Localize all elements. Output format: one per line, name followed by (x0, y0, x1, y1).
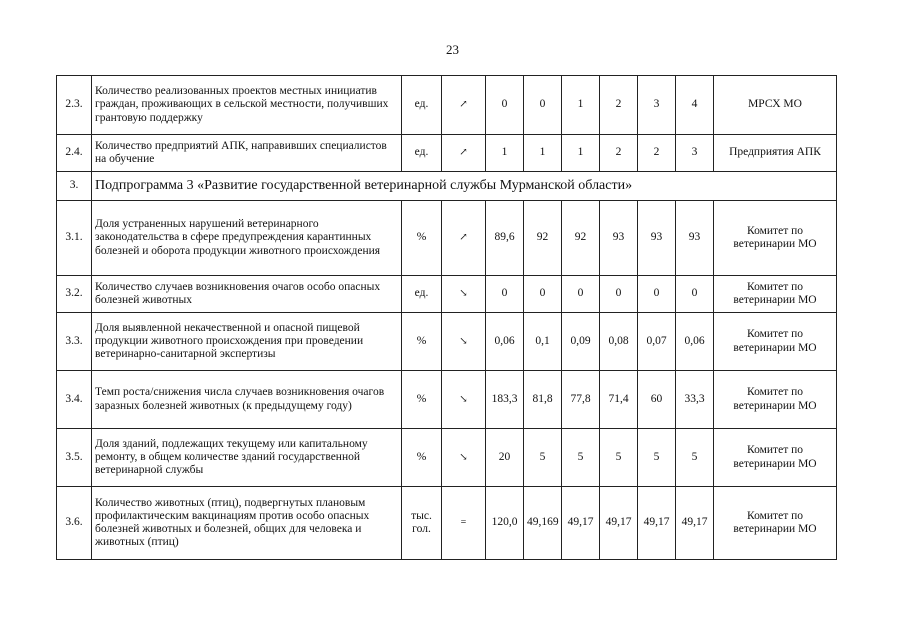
value-cell: 0 (676, 276, 714, 313)
trend-icon: ↗ (442, 135, 486, 172)
row-number: 3.4. (57, 371, 92, 429)
value-cell: 49,169 (524, 487, 562, 560)
table-row (57, 76, 837, 135)
value-cell: 0 (524, 76, 562, 135)
value-cell: 49,17 (638, 487, 676, 560)
table-row (57, 371, 837, 429)
value-cell: 0,06 (486, 313, 524, 371)
value-cell: 1 (562, 135, 600, 172)
unit: % (402, 313, 442, 371)
indicator-name: Количество предприятий АПК, направивших специалистов на обучение (92, 135, 402, 172)
value-cell: 5 (562, 429, 600, 487)
value-cell: 20 (486, 429, 524, 487)
indicator-name: Количество реализованных проектов местных инициатив граждан, проживающих в сельской местности, получивших грантовую поддержку (92, 76, 402, 135)
value-cell: 93 (676, 201, 714, 276)
unit: % (402, 201, 442, 276)
value-cell: 93 (600, 201, 638, 276)
value-cell: 0 (486, 276, 524, 313)
trend-icon: ↘ (442, 313, 486, 371)
row-number: 2.4. (57, 135, 92, 172)
value-cell: 0,07 (638, 313, 676, 371)
table-row (57, 135, 837, 172)
table-row (57, 313, 837, 371)
responsible: МРСХ МО (714, 76, 837, 135)
value-cell: 77,8 (562, 371, 600, 429)
value-cell: 120,0 (486, 487, 524, 560)
responsible: Комитет по ветеринарии МО (714, 371, 837, 429)
value-cell: 0,08 (600, 313, 638, 371)
value-cell: 1 (486, 135, 524, 172)
subprogram-row (57, 172, 837, 201)
value-cell: 89,6 (486, 201, 524, 276)
unit: ед. (402, 76, 442, 135)
indicator-name: Доля устраненных нарушений ветеринарного законодательства в сфере предупреждения карантинных болезней и оборота продукции животного происхождения (92, 201, 402, 276)
value-cell: 0 (600, 276, 638, 313)
trend-icon: = (442, 487, 486, 560)
indicator-name: Доля зданий, подлежащих текущему или капитальному ремонту, в общем количестве зданий государственной ветеринарной службы (92, 429, 402, 487)
value-cell: 5 (524, 429, 562, 487)
value-cell: 92 (562, 201, 600, 276)
value-cell: 0 (638, 276, 676, 313)
row-number: 3.2. (57, 276, 92, 313)
subprogram-title: Подпрограмма 3 «Развитие государственной ветеринарной службы Мурманской области» (92, 172, 837, 201)
trend-icon: ↘ (442, 276, 486, 313)
value-cell: 60 (638, 371, 676, 429)
value-cell: 5 (638, 429, 676, 487)
table-row (57, 201, 837, 276)
value-cell: 0,1 (524, 313, 562, 371)
table-row (57, 487, 837, 560)
value-cell: 92 (524, 201, 562, 276)
value-cell: 71,4 (600, 371, 638, 429)
trend-icon: ↘ (442, 371, 486, 429)
value-cell: 2 (600, 76, 638, 135)
value-cell: 1 (562, 76, 600, 135)
value-cell: 3 (638, 76, 676, 135)
value-cell: 2 (638, 135, 676, 172)
value-cell: 0,09 (562, 313, 600, 371)
value-cell: 49,17 (676, 487, 714, 560)
table-row (57, 276, 837, 313)
value-cell: 33,3 (676, 371, 714, 429)
row-number: 3.1. (57, 201, 92, 276)
value-cell: 183,3 (486, 371, 524, 429)
value-cell: 1 (524, 135, 562, 172)
indicator-name: Доля выявленной некачественной и опасной пищевой продукции животного происхождения при проведении ветеринарно-санитарной экспертизы (92, 313, 402, 371)
responsible: Комитет по ветеринарии МО (714, 429, 837, 487)
row-number: 2.3. (57, 76, 92, 135)
value-cell: 0 (486, 76, 524, 135)
unit: тыс. гол. (402, 487, 442, 560)
value-cell: 0 (524, 276, 562, 313)
value-cell: 93 (638, 201, 676, 276)
trend-icon: ↘ (442, 429, 486, 487)
value-cell: 5 (600, 429, 638, 487)
row-number: 3.3. (57, 313, 92, 371)
row-number: 3. (57, 172, 92, 201)
indicators-table (56, 75, 837, 560)
responsible: Комитет по ветеринарии МО (714, 276, 837, 313)
page-number: 23 (446, 42, 459, 57)
value-cell: 4 (676, 76, 714, 135)
value-cell: 3 (676, 135, 714, 172)
row-number: 3.5. (57, 429, 92, 487)
value-cell: 0,06 (676, 313, 714, 371)
trend-icon: ↗ (442, 201, 486, 276)
value-cell: 0 (562, 276, 600, 313)
unit: ед. (402, 276, 442, 313)
responsible: Предприятия АПК (714, 135, 837, 172)
indicator-name: Количество случаев возникновения очагов особо опасных болезней животных (92, 276, 402, 313)
unit: ед. (402, 135, 442, 172)
indicator-name: Темп роста/снижения числа случаев возникновения очагов заразных болезней животных (к предыдущему году) (92, 371, 402, 429)
responsible: Комитет по ветеринарии МО (714, 487, 837, 560)
responsible: Комитет по ветеринарии МО (714, 313, 837, 371)
unit: % (402, 371, 442, 429)
row-number: 3.6. (57, 487, 92, 560)
value-cell: 5 (676, 429, 714, 487)
value-cell: 49,17 (562, 487, 600, 560)
unit: % (402, 429, 442, 487)
responsible: Комитет по ветеринарии МО (714, 201, 837, 276)
table-row (57, 429, 837, 487)
indicator-name: Количество животных (птиц), подвергнутых плановым профилактическим вакцинациям против особо опасных болезней животных и болезней, общих для человека и животных (птиц) (92, 487, 402, 560)
value-cell: 81,8 (524, 371, 562, 429)
trend-icon: ↗ (442, 76, 486, 135)
value-cell: 2 (600, 135, 638, 172)
value-cell: 49,17 (600, 487, 638, 560)
